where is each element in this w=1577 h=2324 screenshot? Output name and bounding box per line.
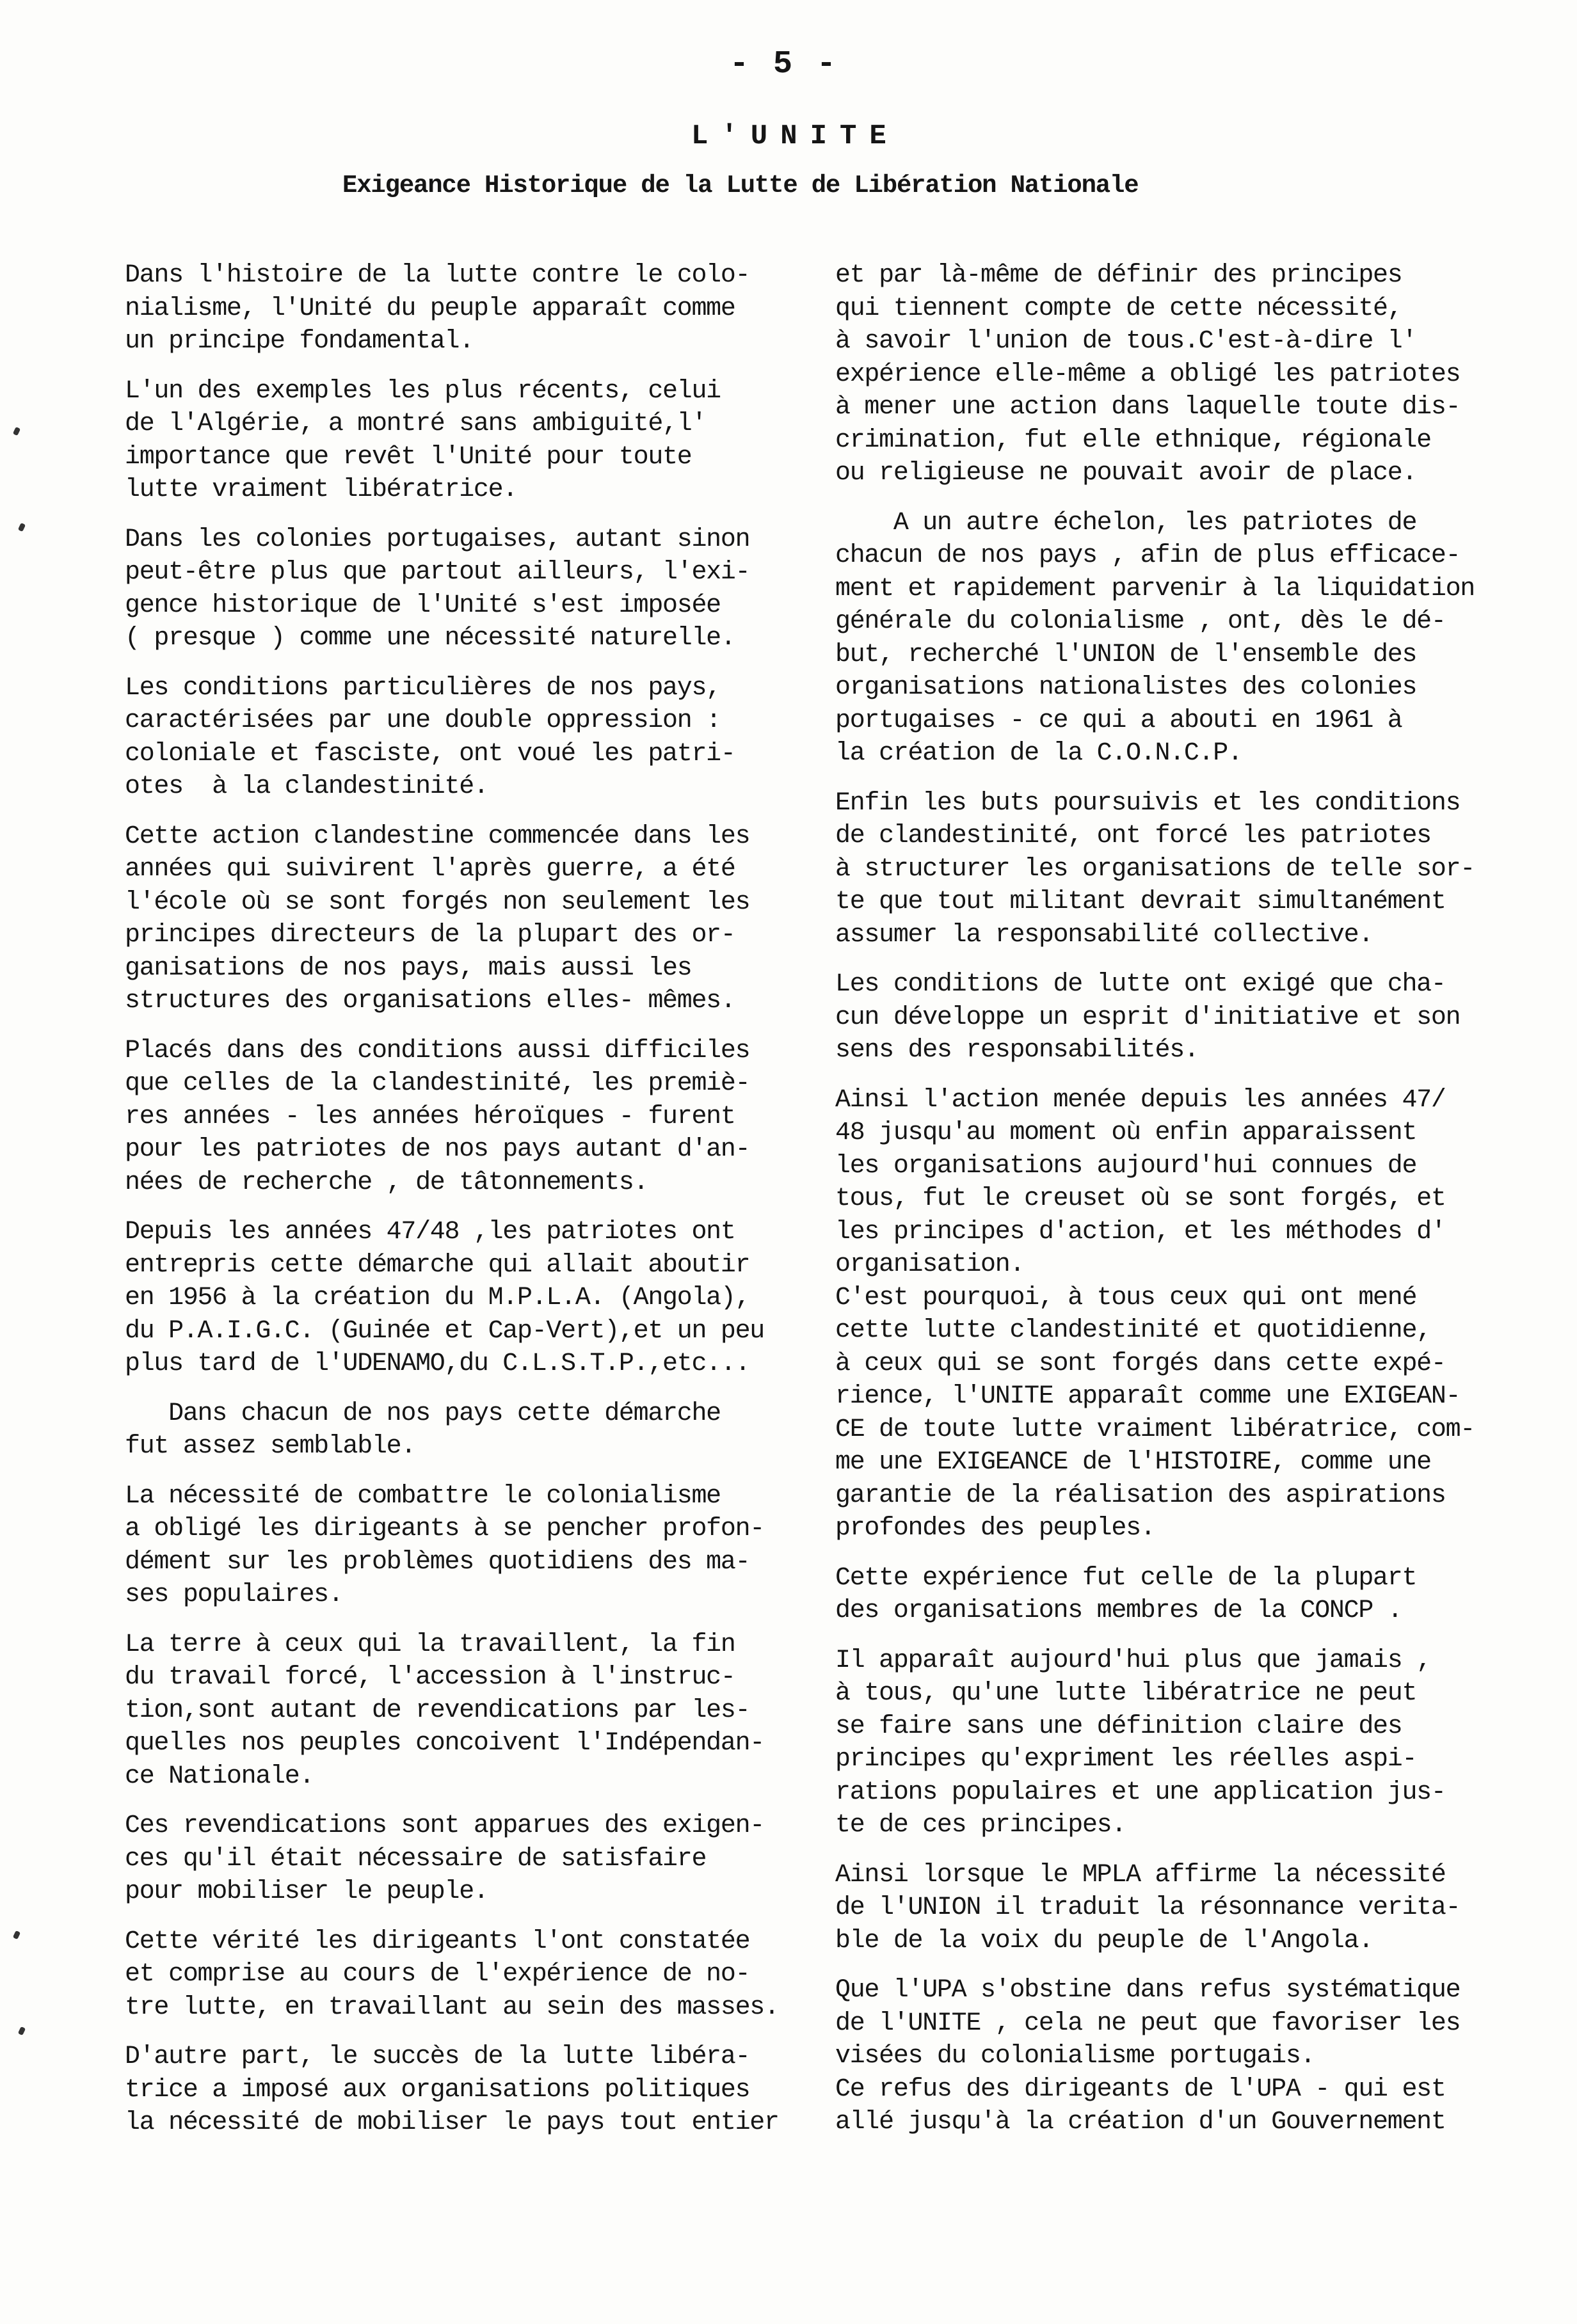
left-paragraph-5: Cette action clandestine commencée dans les années qui suivirent l'après guerre, a été l'école où se sont forgés non seulement les principes directeurs de la plupart des or- ganisations de nos pays, mais aussi les structures des organisations elles- mêmes. bbox=[125, 822, 750, 1015]
margin-speck-4 bbox=[18, 2026, 26, 2035]
left-column bbox=[125, 259, 816, 2156]
left-paragraph-10: La terre à ceux qui la travaillent, la fin du travail forcé, l'accession à l'instruc- tion,sont autant de revendications par les- quelles nos peuples concoivent l'Indépendan- ce Nationale. bbox=[125, 1630, 764, 1791]
left-paragraph-13: D'autre part, le succès de la lutte libéra- trice a imposé aux organisations politiques la nécessité de mobiliser le pays tout entier bbox=[125, 2042, 779, 2137]
page-subtitle: Exigeance Historique de la Lutte de Libération Nationale bbox=[342, 171, 1139, 200]
margin-speck-1 bbox=[13, 427, 20, 436]
left-paragraph-6: Placés dans des conditions aussi difficiles que celles de la clandestinité, les premiè- res années - les années héroïques - furent pour les patriotes de nos pays autant d'an- nées de recherche , de tâtonnements. bbox=[125, 1036, 750, 1197]
right-paragraph-8: Ainsi lorsque le MPLA affirme la nécessité de l'UNION il traduit la résonnance verita- ble de la voix du peuple de l'Angola. bbox=[835, 1860, 1461, 1955]
right-paragraph-4: Les conditions de lutte ont exigé que cha- cun développe un esprit d'initiative et son sens des responsabilités. bbox=[835, 970, 1461, 1065]
left-paragraph-4: Les conditions particulières de nos pays, caractérisées par une double oppression : coloniale et fasciste, ont voué les patri- otes à la clandestinité. bbox=[125, 673, 735, 801]
left-paragraph-7: Depuis les années 47/48 ,les patriotes ont entrepris cette démarche qui allait aboutir en 1956 à la création du M.P.L.A. (Angola), du P.A.I.G.C. (Guinée et Cap-Vert),et un peu plus tard de l'UDENAMO,du C.L.S.T.P.,etc... bbox=[125, 1218, 764, 1378]
right-paragraph-5: Ainsi l'action menée depuis les années 47/ 48 jusqu'au moment où enfin apparaissent les organisations aujourd'hui connues de tous, fut le creuset où se sont forgés, et les principes d'action, et les méthodes d' organisation. C'est pourquoi, à tous ceux qui ont mené cette lutte clandestinité et quotidienne, à ceux qui se sont forgés dans cette expé- rience, l'UNITE apparaît comme une EXIGEAN- CE de toute lutte vraiment libératrice, com- me une EXIGEANCE de l'HISTOIRE, comme une garantie de la réalisation des aspirations profondes des peuples. bbox=[835, 1085, 1475, 1543]
margin-speck-2 bbox=[18, 523, 26, 532]
left-paragraph-3: Dans les colonies portugaises, autant sinon peut-être plus que partout ailleurs, l'exi- gence historique de l'Unité s'est imposée ( presque ) comme une nécessité naturelle. bbox=[125, 525, 750, 653]
left-paragraph-1: Dans l'histoire de la lutte contre le colo- nialisme, l'Unité du peuple apparaît comme un principe fondamental. bbox=[125, 261, 750, 356]
right-paragraph-1: et par là-même de définir des principes qui tiennent compte de cette nécessité, à savoir l'union de tous.C'est-à-dire l' expérience elle-même a obligé les patriotes à mener une action dans laquelle toute dis- crimination, fut elle ethnique, régionale ou religieuse ne pouvait avoir de place. bbox=[835, 261, 1461, 488]
left-paragraph-9: La nécessité de combattre le colonialisme a obligé les dirigeants à se pencher profon- dément sur les problèmes quotidiens des ma- ses populaires. bbox=[125, 1481, 764, 1609]
right-paragraph-9: Que l'UPA s'obstine dans refus systématique de l'UNITE , cela ne peut que favoriser les visées du colonialisme portugais. Ce refus des dirigeants de l'UPA - qui est allé jusqu'à la création d'un Gouvernement bbox=[835, 1976, 1461, 2137]
left-paragraph-11: Ces revendications sont apparues des exigen- ces qu'il était nécessaire de satisfaire pour mobiliser le peuple. bbox=[125, 1811, 764, 1906]
left-paragraph-2: L'un des exemples les plus récents, celui de l'Algérie, a montré sans ambiguité,l' importance que revêt l'Unité pour toute lutte vraiment libératrice. bbox=[125, 376, 721, 504]
page-title: L'UNITE bbox=[691, 120, 899, 152]
right-column bbox=[835, 259, 1526, 2156]
right-paragraph-2: A un autre échelon, les patriotes de chacun de nos pays , afin de plus efficace- ment et rapidement parvenir à la liquidation générale du colonialisme , ont, dès le dé- but, recherché l'UNION de l'ensemble des organisations nationalistes des colonies portugaises - ce qui a abouti en 1961 à la création de la C.O.N.C.P. bbox=[835, 508, 1475, 768]
right-paragraph-6: Cette expérience fut celle de la plupart des organisations membres de la CONCP . bbox=[835, 1563, 1417, 1625]
margin-speck-3 bbox=[13, 1930, 20, 1939]
left-paragraph-8: Dans chacun de nos pays cette démarche fut assez semblable. bbox=[125, 1399, 721, 1461]
page-number: - 5 - bbox=[730, 46, 839, 83]
left-paragraph-12: Cette vérité les dirigeants l'ont constatée et comprise au cours de l'expérience de no- tre lutte, en travaillant au sein des masses. bbox=[125, 1927, 779, 2022]
right-paragraph-3: Enfin les buts poursuivis et les conditions de clandestinité, ont forcé les patriotes à structurer les organisations de telle sor- te que tout militant devrait simultanément assumer la responsabilité collective. bbox=[835, 788, 1475, 950]
right-paragraph-7: Il apparaît aujourd'hui plus que jamais , à tous, qu'une lutte libératrice ne peut se faire sans une définition claire des principes qu'expriment les réelles aspi- rations populaires et une application jus- te de ces principes. bbox=[835, 1646, 1446, 1840]
